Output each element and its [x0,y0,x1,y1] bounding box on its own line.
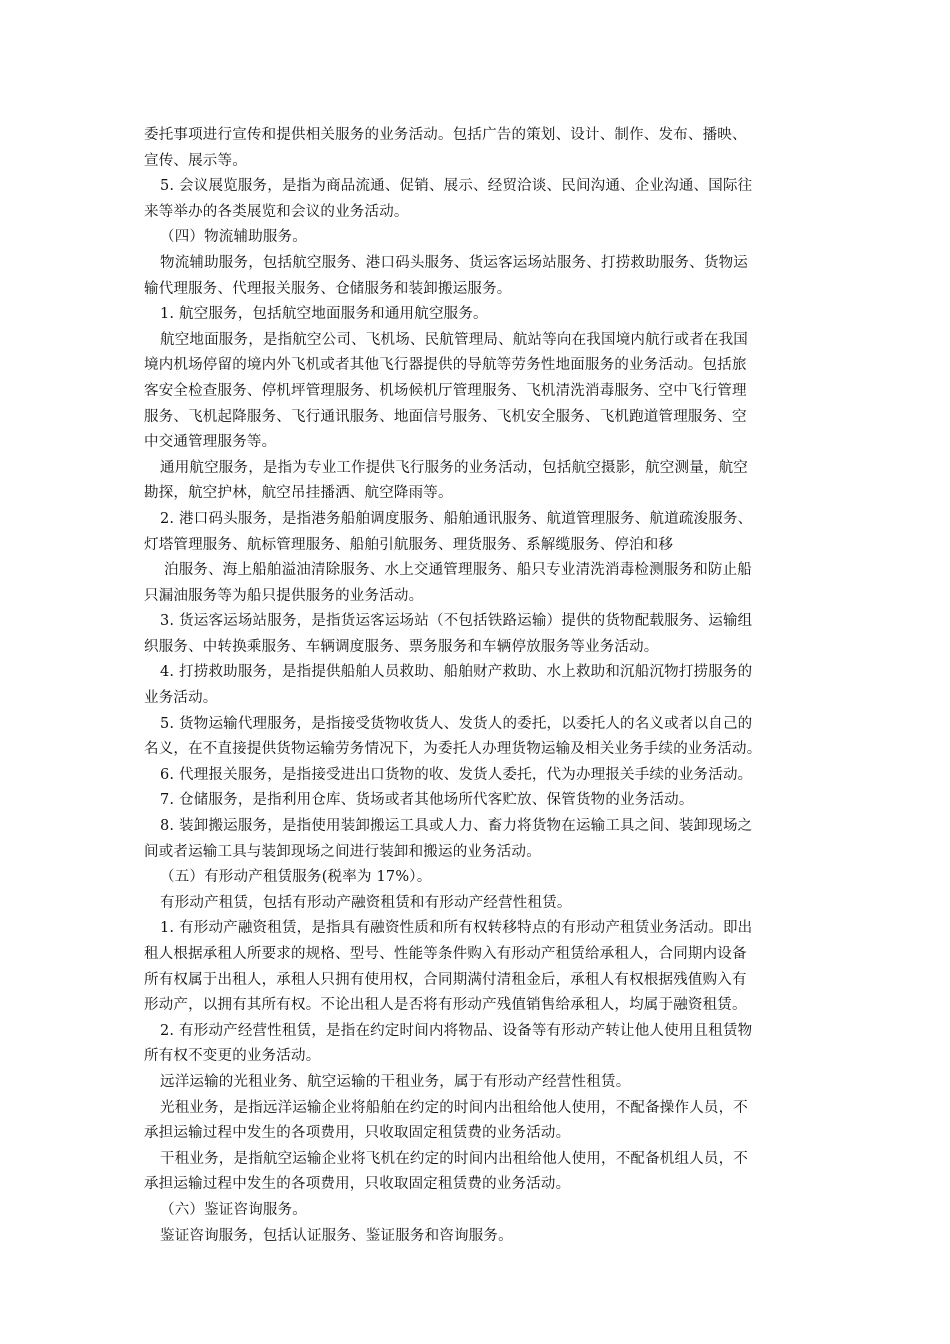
text-line: 物流辅助服务，包括航空服务、港口码头服务、货运客运场站服务、打捞救助服务、货物运 [160,254,748,271]
text-line: 承担运输过程中发生的各项费用，只收取固定租赁费的业务活动。 [144,1176,571,1193]
text-line: 名义，在不直接提供货物运输劳务情况下，为委托人办理货物运输及相关业务手续的业务活动。 [144,741,762,758]
text-line: 有形动产租赁，包括有形动产融资租赁和有形动产经营性租赁。 [160,894,572,911]
text-line: 中交通管理服务等。 [144,434,277,451]
text-line: 来等举办的各类展览和会议的业务活动。 [144,203,409,220]
text-line: 输代理服务、代理报关服务、仓储服务和装卸搬运服务。 [144,280,512,297]
document-body [144,123,814,1249]
section-heading: （四）物流辅助服务。 [160,229,307,246]
text-line: 租人根据承租人所要求的规格、型号、性能等条件购入有形动产租赁给承租人，合同期内设备 [144,946,747,962]
text-line: 1. 有形动产融资租赁，是指具有融资性质和所有权转移特点的有形动产租赁业务活动。即出 [160,920,753,937]
text-line: 所有权不变更的业务活动。 [144,1048,321,1065]
text-line: 委托事项进行宣传和提供相关服务的业务活动。包括广告的策划、设计、制作、发布、播映、 [144,127,747,143]
section-heading: （五）有形动产租赁服务(税率为 17%）。 [160,869,432,886]
text-line: 8. 装卸搬运服务，是指使用装卸搬运工具或人力、畜力将货物在运输工具之间、装卸现场之 [160,818,753,835]
text-line: 境内机场停留的境内外飞机或者其他飞行器提供的导航等劳务性地面服务的业务活动。包括旅 [144,357,747,374]
text-line: 鉴证咨询服务，包括认证服务、鉴证服务和咨询服务。 [160,1227,513,1244]
text-line: 宣传、展示等。 [144,152,247,169]
text-line: 2. 有形动产经营性租赁，是指在约定时间内将物品、设备等有形动产转让他人使用且租赁物 [160,1022,753,1039]
text-line: 客安全检查服务、停机坪管理服务、机场候机厅管理服务、飞机清洗消毒服务、空中飞行管理 [144,382,747,399]
text-line: 泊服务、海上船舶溢油清除服务、水上交通管理服务、船只专业清洗消毒检测服务和防止船 [164,562,752,579]
text-line: 承担运输过程中发生的各项费用，只收取固定租赁费的业务活动。 [144,1125,571,1142]
text-line: 织服务、中转换乘服务、车辆调度服务、票务服务和车辆停放服务等业务活动。 [144,638,659,655]
text-line: 2. 港口码头服务，是指港务船舶调度服务、船舶通讯服务、航道管理服务、航道疏浚服务、 [160,510,753,527]
text-line: 通用航空服务，是指为专业工作提供飞行服务的业务活动，包括航空摄影，航空测量，航空 [160,459,748,476]
text-line: 7. 仓储服务，是指利用仓库、货场或者其他场所代客贮放、保管货物的业务活动。 [160,792,694,809]
text-line: 航空地面服务，是指航空公司、飞机场、民航管理局、航站等向在我国境内航行或者在我国 [160,331,748,348]
text-line: 3. 货运客运场站服务，是指货运客运场站（不包括铁路运输）提供的货物配载服务、运输组 [160,613,753,630]
text-line: 灯塔管理服务、航标管理服务、船舶引航服务、理货服务、系解缆服务、停泊和移 [144,536,674,553]
text-line: 4. 打捞救助服务，是指提供船舶人员救助、船舶财产救助、水上救助和沉船沉物打捞服务的 [160,664,753,681]
text-line: 所有权属于出租人，承租人只拥有使用权，合同期满付清租金后，承租人有权根据残值购入有 [144,971,747,988]
text-line: 干租业务，是指航空运输企业将飞机在约定的时间内出租给他人使用，不配备机组人员，不 [160,1150,748,1167]
text-line: 形动产，以拥有其所有权。不论出租人是否将有形动产残值销售给承租人，均属于融资租赁。 [144,997,747,1014]
text-line: 6. 代理报关服务，是指接受进出口货物的收、发货人委托，代为办理报关手续的业务活动。 [160,766,753,783]
text-line: 远洋运输的光租业务、航空运输的干租业务，属于有形动产经营性租赁。 [160,1073,631,1090]
text-line: 只漏油服务等为船只提供服务的业务活动。 [144,587,424,604]
section-heading: （六）鉴证咨询服务。 [160,1201,307,1218]
text-line: 服务、飞机起降服务、飞行通讯服务、地面信号服务、飞机安全服务、飞机跑道管理服务、空 [144,408,747,425]
text-line: 业务活动。 [144,690,218,707]
text-line: 5. 会议展览服务，是指为商品流通、促销、展示、经贸洽谈、民间沟通、企业沟通、国际往 [160,178,753,195]
text-line: 5. 货物运输代理服务，是指接受货物收货人、发货人的委托，以委托人的名义或者以自己的 [160,715,753,732]
text-line: 勘探，航空护林，航空吊挂播洒、航空降雨等。 [144,485,453,502]
text-line: 光租业务，是指远洋运输企业将船舶在约定的时间内出租给他人使用，不配备操作人员，不 [160,1099,748,1116]
text-line: 间或者运输工具与装卸现场之间进行装卸和搬运的业务活动。 [144,843,541,860]
text-line: 1. 航空服务，包括航空地面服务和通用航空服务。 [160,306,488,323]
